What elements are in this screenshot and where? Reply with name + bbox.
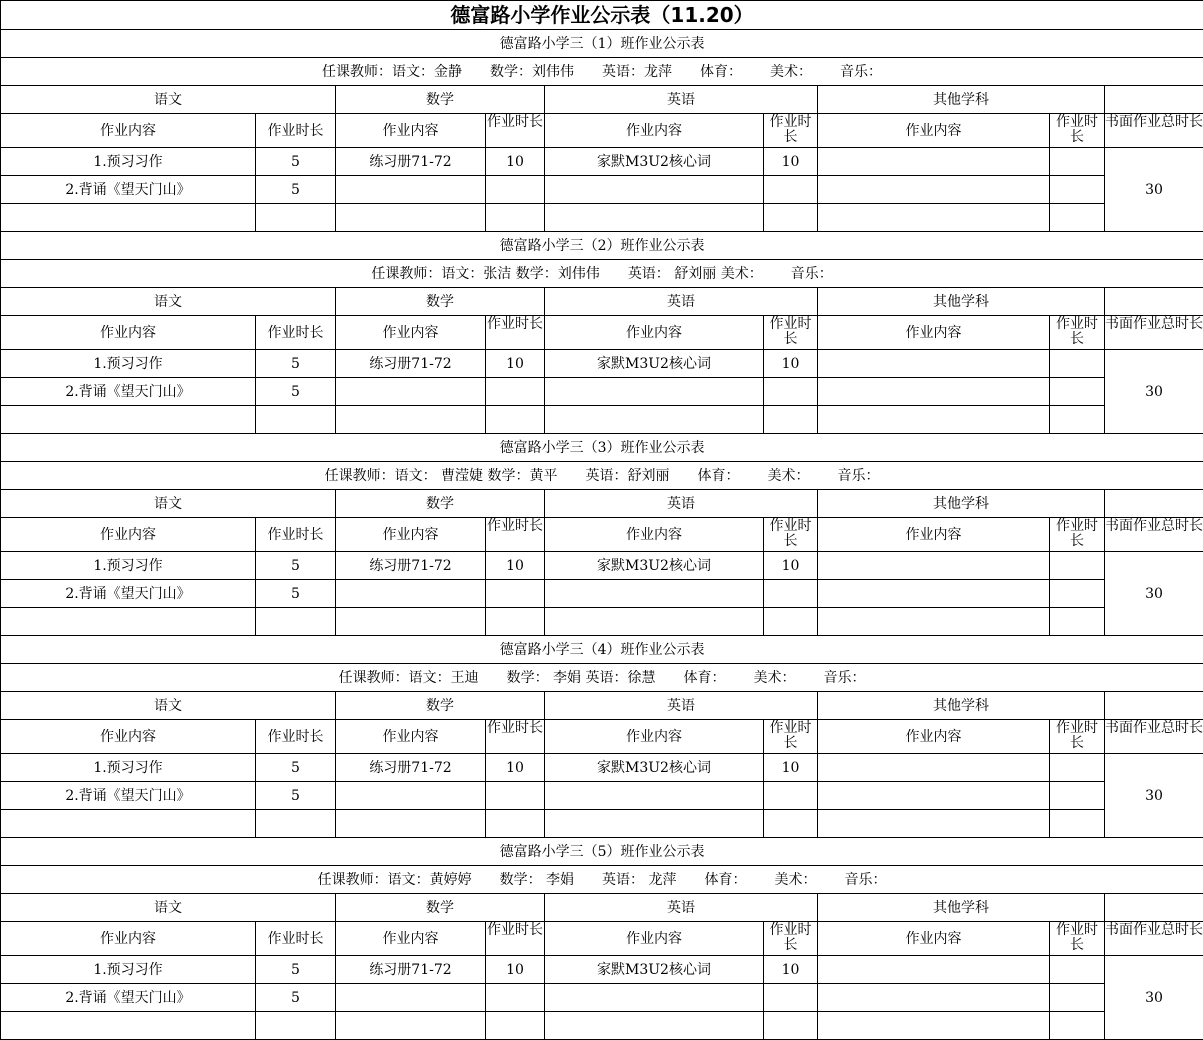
table-cell (336, 580, 486, 608)
table-cell (545, 176, 764, 204)
table-cell (764, 608, 818, 636)
table-cell: 5 (256, 984, 336, 1012)
table-cell: 5 (256, 782, 336, 810)
table-cell (1, 204, 256, 232)
subject-chinese: 语文 (1, 490, 336, 518)
table-cell (1050, 406, 1105, 434)
table-cell (818, 782, 1050, 810)
table-cell (545, 580, 764, 608)
table-cell: 10 (486, 350, 545, 378)
table-cell (818, 204, 1050, 232)
subject-math: 数学 (336, 288, 545, 316)
table-cell: 练习册71-72 (336, 148, 486, 176)
table-cell: 1.预习习作 (1, 148, 256, 176)
table-cell: 1.预习习作 (1, 754, 256, 782)
header-content: 作业内容 (545, 720, 764, 754)
blank-cell (1105, 86, 1203, 114)
table-cell: 2.背诵《望天门山》 (1, 378, 256, 406)
table-cell: 5 (256, 176, 336, 204)
subject-chinese: 语文 (1, 692, 336, 720)
table-cell (486, 204, 545, 232)
header-duration: 作业时长 (256, 316, 336, 350)
total-duration-value: 30 (1105, 552, 1203, 636)
table-cell (764, 176, 818, 204)
header-content: 作业内容 (1, 114, 256, 148)
class-title: 德富路小学三（1）班作业公示表 (1, 30, 1203, 58)
blank-cell (1105, 894, 1203, 922)
header-content: 作业内容 (1, 316, 256, 350)
subject-english: 英语 (545, 86, 818, 114)
total-duration-value: 30 (1105, 754, 1203, 838)
table-cell (818, 956, 1050, 984)
table-cell (1, 406, 256, 434)
table-cell (256, 1012, 336, 1040)
teacher-entry: 数学： 李娟 英语：徐慧 (507, 670, 656, 686)
header-duration: 作业时长 (764, 518, 818, 552)
blank-cell (1105, 692, 1203, 720)
table-cell (336, 810, 486, 838)
table-cell: 5 (256, 956, 336, 984)
header-duration: 作业时长 (486, 720, 545, 754)
table-cell (818, 754, 1050, 782)
total-duration-value: 30 (1105, 148, 1203, 232)
table-cell (1050, 984, 1105, 1012)
table-cell (545, 378, 764, 406)
table-cell (764, 378, 818, 406)
total-duration-value: 30 (1105, 956, 1203, 1040)
header-duration: 作业时长 (486, 922, 545, 956)
table-cell: 2.背诵《望天门山》 (1, 176, 256, 204)
header-content: 作业内容 (818, 518, 1050, 552)
header-total-duration: 书面作业总时长 (1105, 316, 1203, 350)
teacher-entry: 音乐： (845, 872, 887, 888)
header-content: 作业内容 (818, 316, 1050, 350)
table-cell: 家默M3U2核心词 (545, 552, 764, 580)
header-content: 作业内容 (336, 518, 486, 552)
subject-chinese: 语文 (1, 288, 336, 316)
table-cell (336, 984, 486, 1012)
subject-other: 其他学科 (818, 86, 1105, 114)
subject-other: 其他学科 (818, 692, 1105, 720)
table-cell (1050, 176, 1105, 204)
table-cell (764, 1012, 818, 1040)
header-duration: 作业时长 (764, 316, 818, 350)
teacher-entry: 数学：刘伟伟 (490, 64, 574, 80)
table-cell (1050, 148, 1105, 176)
teacher-entry: 美术： (770, 64, 812, 80)
table-cell (256, 810, 336, 838)
table-cell (486, 1012, 545, 1040)
subject-math: 数学 (336, 86, 545, 114)
table-cell (1050, 1012, 1105, 1040)
table-cell (1, 1012, 256, 1040)
header-content: 作业内容 (336, 922, 486, 956)
subject-math: 数学 (336, 894, 545, 922)
header-content: 作业内容 (545, 922, 764, 956)
table-cell: 10 (486, 552, 545, 580)
table-cell (1050, 580, 1105, 608)
teacher-entry: 任课教师：语文： 曹滢婕 数学：黄平 (325, 468, 558, 484)
header-total-duration: 书面作业总时长 (1105, 720, 1203, 754)
table-cell (1050, 608, 1105, 636)
table-cell: 2.背诵《望天门山》 (1, 984, 256, 1012)
table-cell (818, 552, 1050, 580)
header-duration: 作业时长 (1050, 922, 1105, 956)
table-cell (545, 204, 764, 232)
table-cell (818, 1012, 1050, 1040)
teacher-entry: 任课教师：语文：张洁 数学：刘伟伟 (371, 266, 599, 282)
teacher-entry: 英语：舒刘丽 (586, 468, 670, 484)
subject-other: 其他学科 (818, 288, 1105, 316)
class-title: 德富路小学三（4）班作业公示表 (1, 636, 1203, 664)
teachers-line (1, 58, 1203, 86)
table-cell (336, 608, 486, 636)
table-cell: 1.预习习作 (1, 956, 256, 984)
table-cell (545, 1012, 764, 1040)
table-cell: 5 (256, 754, 336, 782)
header-content: 作业内容 (545, 316, 764, 350)
table-cell (764, 810, 818, 838)
table-cell (1, 810, 256, 838)
table-cell (764, 204, 818, 232)
header-total-duration: 书面作业总时长 (1105, 518, 1203, 552)
table-cell (1050, 350, 1105, 378)
header-duration: 作业时长 (256, 922, 336, 956)
header-content: 作业内容 (336, 720, 486, 754)
header-duration: 作业时长 (764, 922, 818, 956)
table-cell: 10 (764, 552, 818, 580)
table-cell: 5 (256, 350, 336, 378)
teacher-entry: 体育： (698, 468, 740, 484)
teacher-entry: 体育： (705, 872, 747, 888)
table-cell: 10 (486, 148, 545, 176)
table-cell (336, 378, 486, 406)
table-cell (764, 580, 818, 608)
table-cell (256, 608, 336, 636)
table-cell (1, 608, 256, 636)
teacher-entry: 英语： 舒刘丽 美术： (628, 266, 763, 282)
table-cell (818, 350, 1050, 378)
table-cell: 家默M3U2核心词 (545, 754, 764, 782)
header-content: 作业内容 (1, 518, 256, 552)
table-cell: 练习册71-72 (336, 956, 486, 984)
table-cell: 5 (256, 580, 336, 608)
header-duration: 作业时长 (256, 720, 336, 754)
teachers-line (1, 260, 1203, 288)
header-duration: 作业时长 (1050, 114, 1105, 148)
table-cell: 2.背诵《望天门山》 (1, 580, 256, 608)
table-cell (486, 984, 545, 1012)
teacher-entry: 美术： (768, 468, 810, 484)
header-total-duration: 书面作业总时长 (1105, 922, 1203, 956)
table-cell: 5 (256, 552, 336, 580)
teacher-entry: 美术： (775, 872, 817, 888)
class-title: 德富路小学三（3）班作业公示表 (1, 434, 1203, 462)
teacher-entry: 数学： 李娟 (500, 872, 574, 888)
table-cell: 家默M3U2核心词 (545, 148, 764, 176)
table-cell (486, 782, 545, 810)
table-cell (818, 148, 1050, 176)
total-duration-value: 30 (1105, 350, 1203, 434)
subject-english: 英语 (545, 288, 818, 316)
table-cell: 10 (486, 956, 545, 984)
subject-math: 数学 (336, 490, 545, 518)
header-duration: 作业时长 (486, 518, 545, 552)
teacher-entry: 音乐： (840, 64, 882, 80)
header-content: 作业内容 (818, 922, 1050, 956)
table-cell: 1.预习习作 (1, 552, 256, 580)
header-duration: 作业时长 (256, 518, 336, 552)
teacher-entry: 音乐： (824, 670, 866, 686)
teachers-line (1, 866, 1203, 894)
class-title: 德富路小学三（5）班作业公示表 (1, 838, 1203, 866)
table-cell (336, 406, 486, 434)
table-cell (764, 782, 818, 810)
table-cell (486, 378, 545, 406)
table-cell: 10 (764, 350, 818, 378)
table-cell: 10 (764, 956, 818, 984)
table-cell (336, 1012, 486, 1040)
table-cell (1050, 782, 1105, 810)
header-content: 作业内容 (1, 922, 256, 956)
teachers-line (1, 462, 1203, 490)
teacher-entry: 英语：龙萍 (602, 64, 672, 80)
teacher-entry: 音乐： (838, 468, 880, 484)
table-cell: 1.预习习作 (1, 350, 256, 378)
teacher-entry: 任课教师：语文：王迪 (339, 670, 479, 686)
table-cell (818, 580, 1050, 608)
header-duration: 作业时长 (256, 114, 336, 148)
teacher-entry: 体育： (684, 670, 726, 686)
table-cell: 家默M3U2核心词 (545, 350, 764, 378)
table-cell (1050, 810, 1105, 838)
blank-cell (1105, 490, 1203, 518)
header-content: 作业内容 (1, 720, 256, 754)
table-cell (545, 608, 764, 636)
header-duration: 作业时长 (1050, 518, 1105, 552)
teacher-entry: 任课教师：语文：黄婷婷 (318, 872, 472, 888)
teacher-entry: 英语： 龙萍 (602, 872, 676, 888)
subject-english: 英语 (545, 692, 818, 720)
header-content: 作业内容 (545, 114, 764, 148)
subject-english: 英语 (545, 894, 818, 922)
teachers-line (1, 664, 1203, 692)
table-cell: 10 (764, 148, 818, 176)
table-cell: 练习册71-72 (336, 350, 486, 378)
table-cell (486, 176, 545, 204)
header-duration: 作业时长 (1050, 720, 1105, 754)
table-cell: 家默M3U2核心词 (545, 956, 764, 984)
table-cell (545, 984, 764, 1012)
teacher-entry: 美术： (754, 670, 796, 686)
table-cell (545, 810, 764, 838)
table-cell (256, 204, 336, 232)
table-cell (1050, 956, 1105, 984)
table-cell (256, 406, 336, 434)
header-total-duration: 书面作业总时长 (1105, 114, 1203, 148)
table-cell (1050, 378, 1105, 406)
table-cell (486, 810, 545, 838)
subject-chinese: 语文 (1, 894, 336, 922)
header-content: 作业内容 (336, 316, 486, 350)
table-cell (336, 782, 486, 810)
table-cell (1050, 754, 1105, 782)
table-cell (486, 406, 545, 434)
subject-chinese: 语文 (1, 86, 336, 114)
table-cell (336, 176, 486, 204)
subject-other: 其他学科 (818, 894, 1105, 922)
table-cell (818, 810, 1050, 838)
table-cell (818, 176, 1050, 204)
header-content: 作业内容 (818, 720, 1050, 754)
header-duration: 作业时长 (764, 114, 818, 148)
table-cell (764, 984, 818, 1012)
header-duration: 作业时长 (486, 316, 545, 350)
teacher-entry: 音乐： (791, 266, 833, 282)
table-cell: 2.背诵《望天门山》 (1, 782, 256, 810)
table-cell: 5 (256, 378, 336, 406)
table-cell (545, 782, 764, 810)
subject-english: 英语 (545, 490, 818, 518)
header-duration: 作业时长 (764, 720, 818, 754)
table-cell (818, 984, 1050, 1012)
class-title: 德富路小学三（2）班作业公示表 (1, 232, 1203, 260)
header-content: 作业内容 (336, 114, 486, 148)
table-cell (545, 406, 764, 434)
table-cell: 练习册71-72 (336, 552, 486, 580)
table-cell (336, 204, 486, 232)
table-cell: 10 (486, 754, 545, 782)
header-duration: 作业时长 (1050, 316, 1105, 350)
header-content: 作业内容 (545, 518, 764, 552)
table-cell (486, 608, 545, 636)
table-cell (1050, 552, 1105, 580)
subject-math: 数学 (336, 692, 545, 720)
table-cell (764, 406, 818, 434)
sheet-title: 德富路小学作业公示表（11.20） (1, 1, 1203, 30)
header-content: 作业内容 (818, 114, 1050, 148)
teacher-entry: 任课教师：语文：金静 (322, 64, 462, 80)
table-cell: 练习册71-72 (336, 754, 486, 782)
subject-other: 其他学科 (818, 490, 1105, 518)
teacher-entry: 体育： (700, 64, 742, 80)
table-cell (1050, 204, 1105, 232)
table-cell (818, 608, 1050, 636)
table-cell (818, 378, 1050, 406)
header-duration: 作业时长 (486, 114, 545, 148)
table-cell: 10 (764, 754, 818, 782)
table-cell (818, 406, 1050, 434)
blank-cell (1105, 288, 1203, 316)
table-cell: 5 (256, 148, 336, 176)
table-cell (486, 580, 545, 608)
